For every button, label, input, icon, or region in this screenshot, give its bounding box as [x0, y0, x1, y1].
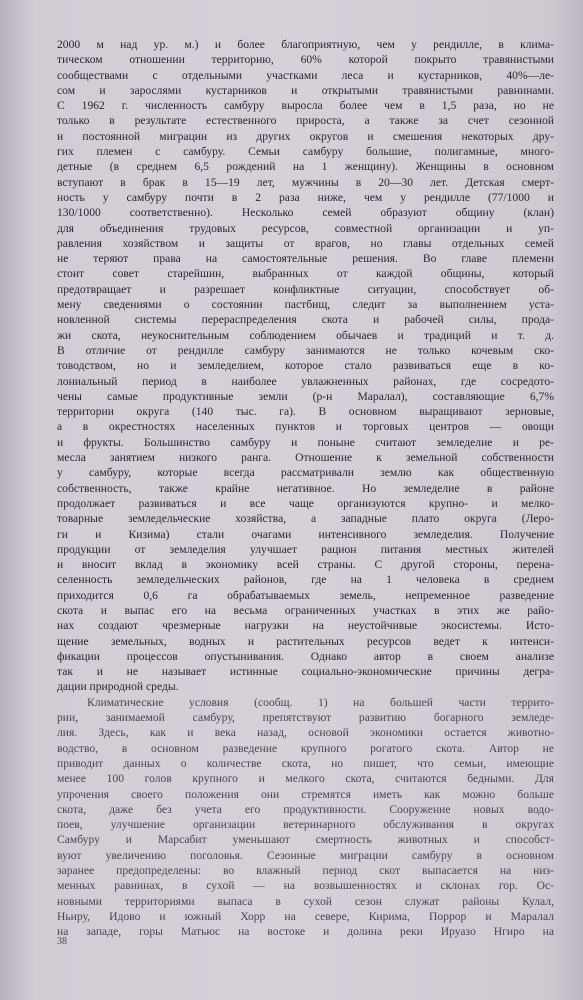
- text-line: Климатические условия (сообщ. 1) на большей части террито-: [87, 695, 554, 709]
- text-line: щение земельных, водных и растительных ресурсов ведет к интенси-: [57, 634, 554, 648]
- text-line: на западе, горы Матьюс на востоке и долина реки Ируазо Нгиро на: [57, 925, 554, 939]
- text-line: Ньиру, Идово и южный Хорр на севере, Кирима, Поррор и Маралал: [57, 909, 554, 923]
- text-line: стоит совет старейшин, выбранных от каждой общины, который: [57, 267, 554, 281]
- text-line: ги и Кизима) стали очагами интенсивного земледелия. Получение: [57, 527, 554, 541]
- page-number: 38: [57, 936, 67, 947]
- text-line: менных равнинах, в сухой — на возвышенностях и склонах гор. Ос-: [57, 879, 554, 893]
- text-line: скота и выпас его на весьма ограниченных участках в этих же райо-: [57, 603, 554, 617]
- text-line: и фрукты. Большинство самбуру и поныне считают земледелие и ре-: [57, 435, 554, 449]
- text-line: С 1962 г. численность самбуру выросла более чем в 1,5 раза, но не: [57, 99, 554, 113]
- text-line: предотвращает и разрешает конфликтные ситуации, способствует об-: [57, 282, 554, 296]
- text-line: продолжает развиваться и все чаще организуются крупно- и мелко-: [57, 496, 554, 510]
- text-line: продукции от земледелия улучшает рацион питания местных жителей: [57, 542, 554, 556]
- text-line: селенность земледельческих районов, где на 1 человека в среднем: [57, 573, 554, 587]
- text-line: товодством, но и земледелием, которое стало развиваться еще в ко-: [57, 359, 554, 373]
- text-line: товарные земледельческие хозяйства, а западные плато округа (Лерo-: [57, 512, 554, 526]
- body-text: [57, 37, 554, 940]
- text-line: приводит данных о количестве скота, но пишет, что семьи, имеющие: [57, 756, 554, 770]
- text-line: вуют увеличению поголовья. Сезонные миграции самбуру в основном: [57, 848, 554, 862]
- text-line: фикации процессов опустынивания. Однако автор в своем анализе: [57, 649, 554, 663]
- text-line: месла занятием низкого ранга. Отношение к земельной собственности: [57, 451, 554, 465]
- text-line: сом и зарослями кустарников и открытыми травянистыми равнинами.: [57, 83, 554, 97]
- text-line: собственность, также крайне негативное. Но земледелие в районе: [57, 481, 554, 495]
- text-line: В отличие от рендилле самбуру занимаются не только кочевым ско-: [57, 343, 554, 357]
- text-line: не теряют права на самостоятельные решения. Во главе племени: [57, 252, 554, 266]
- text-line: равления хозяйством и защиты от врагов, но главы отдельных семей: [57, 236, 554, 250]
- paragraph-2: [57, 695, 554, 940]
- text-line: мену сведениями о состоянии пастбищ, следит за выполнением уста-: [57, 298, 554, 312]
- text-line: поев, улучшение организации ветеринарного обслуживания в округах: [57, 818, 554, 832]
- text-line: рии, занимаемой самбуру, препятствуют развитию богарного земледе-: [57, 711, 554, 725]
- text-line: и вносит вклад в экономику всей страны. С другой стороны, перена-: [57, 558, 554, 572]
- text-line: 130/1000 соответственно). Несколько семей образуют общину (клан): [57, 206, 554, 220]
- text-line: тическом отношении территорию, 60% которой покрыто травянистыми: [57, 53, 554, 67]
- text-line: так и не называет истинные социально-экономические причины дегра-: [57, 665, 554, 679]
- text-line: а в окрестностях населенных пунктов и торговых центров — овощи: [57, 420, 554, 434]
- text-line: у самбуру, которые всегда рассматривали землю как общественную: [57, 466, 554, 480]
- text-line: сообществами с отдельными участками леса и кустарников, 40%—ле-: [57, 68, 554, 82]
- text-line: приходится 0,6 га обрабатываемых земель, непременное разведение: [57, 588, 554, 602]
- text-line: Самбуру и Марсабит уменьшают смертность животных и способст-: [57, 833, 554, 847]
- text-line: чены самые продуктивные земли (р-н Маралал), составляющие 6,7%: [57, 389, 554, 403]
- text-line: водство, в основном разведение крупного рогатого скота. Автор не: [57, 741, 554, 755]
- text-line: заранее предопределены: во влажный период скот выпасается на низ-: [57, 864, 554, 878]
- text-line: скота, даже без учета его продуктивности. Сооружение новых водо-: [57, 802, 554, 816]
- text-line: для объединения трудовых ресурсов, совместной организации и уп-: [57, 221, 554, 235]
- text-line: ность у самбуру почти в 2 раза ниже, чем у рендилле (77/1000 и: [57, 190, 554, 204]
- text-line: дации природной среды.: [57, 680, 179, 694]
- text-line: только в результате естественного прироста, а также за счет сезонной: [57, 114, 554, 128]
- text-line: лия. Здесь, как и века назад, основой экономики остается животно-: [57, 726, 554, 740]
- text-line: лониальный период в наиболее увлажненных районах, где сосредото-: [57, 374, 554, 388]
- text-line: менее 100 голов крупного и мелкого скота, считаются бедными. Для: [57, 772, 554, 786]
- text-line: и постоянной миграции из других округов и смешения некоторых дру-: [57, 129, 554, 143]
- text-line: новленной системы перераспределения скота и рабочей силы, прода-: [57, 313, 554, 327]
- text-line: новными территориями выпаса в сухой сезон служат районы Кулал,: [57, 894, 554, 908]
- text-line: упрочения своего положения они стремятся иметь как можно больше: [57, 787, 554, 801]
- text-line: нах создают чрезмерные нагрузки на неустойчивые экосистемы. Исто-: [57, 619, 554, 633]
- text-line: территории округа (140 тыс. га). В основном выращивают зерновые,: [57, 405, 554, 419]
- text-line: 2000 м над ур. м.) и более благоприятную, чем у рендилле, в клима-: [57, 38, 554, 51]
- text-line: гих племен с самбуру. Семьи самбуру большие, полигамные, много-: [57, 145, 554, 159]
- paragraph-1: [57, 37, 554, 695]
- text-line: жи скота, неукоснительным соблюдением обычаев и традиций и т. д.: [57, 328, 554, 342]
- text-line: детные (в среднем 6,5 рождений на 1 женщину). Женщины в основном: [57, 160, 554, 174]
- text-line: вступают в брак в 15—19 лет, мужчины в 20—30 лет. Детская смерт-: [57, 175, 554, 189]
